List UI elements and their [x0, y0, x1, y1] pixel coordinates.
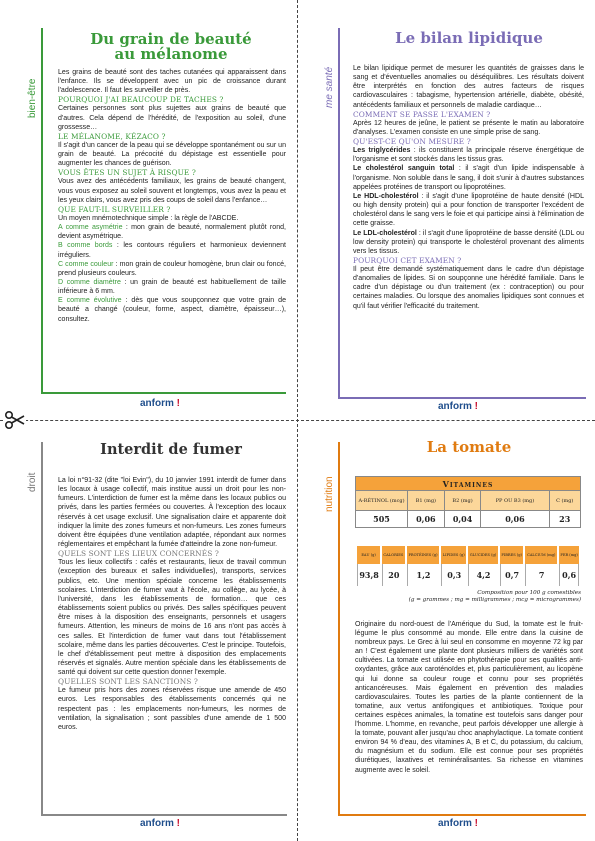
comp-head: EAU (g)	[357, 546, 380, 564]
section-tab: droit	[27, 472, 38, 492]
comp-val: 0,3	[441, 564, 466, 586]
accent-bar	[41, 442, 43, 814]
comp-head: FER (mg)	[559, 546, 579, 564]
heading: POURQUOI J'AI BEAUCOUP DE TACHES ?	[58, 95, 224, 105]
vit-val: 23	[549, 511, 581, 528]
card-bilan-lipidique	[298, 0, 595, 412]
paragraph: Après 12 heures de jeûne, le patient se présente le matin au laboratoire d'analyses. L'examen consiste en une simple prise de sang.	[353, 119, 584, 136]
abcde-item: B comme bords : les contours réguliers et harmonieux deviennent irréguliers.	[58, 242, 286, 259]
title-line-1: Du grain de beauté	[90, 30, 252, 48]
bottom-rule	[41, 814, 287, 816]
vitamin-table-title: Vitamines	[356, 477, 581, 491]
comp-head: CALCIUM (mg)	[525, 546, 557, 564]
paragraph: Il peut être demandé systématiquement dans le cadre d'un dépistage d'anomalies de lipides. Si on soupçonne une hérédité familiale. Dans le cadre d'un dépistage ou d'un traitement (ex : contraception) ou pour certaines maladies. Ou lorsque des anomalies lipidiques sont connues et qu'il faut vérifier l'efficacité du traitement.	[353, 265, 584, 310]
brand-logo: anform !	[437, 401, 478, 412]
accent-bar	[338, 28, 340, 398]
paragraph: Le fumeur pris hors des zones réservées risque une amende de 450 euros. Les responsables des établissements concernés qui ne respectent pas : les emplacements non-fumeurs, les normes de ventilation, la signalisation ; sont passibles d'une amende de 1 500 euros.	[58, 687, 286, 731]
vit-head: PP OU B3 (mg)	[481, 491, 549, 511]
card-body	[355, 620, 583, 775]
paragraph: Un moyen mnémotechnique simple : la règle de l'ABCDE.	[58, 214, 239, 222]
paragraph: Il s'agit d'un cancer de la peau qui se développe spontanément ou sur un grain de beauté. La précocité du dépistage est essentielle pour augmenter les chances de guérison.	[58, 141, 286, 168]
heading: QUELLES SONT LES SANCTIONS ?	[58, 677, 198, 687]
comp-val: 0,7	[500, 564, 523, 586]
comp-val: 1,2	[407, 564, 440, 586]
paragraph: Certaines personnes sont plus sujettes aux grains de beauté que d'autres. Cela dépend de l'hérédité, de l'exposition au soleil, d'une grossesse…	[58, 105, 286, 131]
bottom-rule	[338, 814, 586, 816]
heading: COMMENT SE PASSE L'EXAMEN ?	[353, 109, 491, 119]
paragraph: Originaire du nord-ouest de l'Amérique du Sud, la tomate est le fruit-légume le plus consommé au monde. Elle entre dans la cuisine de nombreux pays. Le Grec à lui seul en consomme en moyenne 72 kg par an ! C'est également une plante dont plusieurs milliers de variétés sont cultivées. La tomate est utilisée en phytothérapie pour ses qualités anti-oxydantes, grâce aux caroténoïdes et, plus particulièrement, au licopène qui lui donne sa couleur rouge et connu pour ses propriétés anticancéreuses. Mais également en prévention des maladies cardiovasculaires. Toutes les parties de la plante contiennent de la tomatine, aux vertus antifongiques et antibiotiques. Toxique pour certaines espèces animales, la tomatine est toutefois sans danger pour l'homme. L'homme, en revanche, peut parfois développer une allergie à la tomate, pouvant aller jusqu'au choc anaphylactique. La tomate contient environ 94 % d'eau, des vitamines A, B et C, du potassium, du calcium, du magnésium et du sodium. Elle est connue pour ses propriétés diurétiques, laxatives et reminéralisantes. Sa richesse en vitamines augmente avec le soleil.	[355, 621, 583, 774]
comp-head: LIPIDES (g)	[441, 546, 466, 564]
heading: QU'EST-CE QU'ON MESURE ?	[353, 137, 471, 147]
vit-val: 0,06	[408, 511, 445, 528]
heading: POURQUOI CET EXAMEN ?	[353, 255, 462, 265]
heading: LE MÉLANOME, KÉZACO ?	[58, 131, 166, 141]
intro: La loi n°91-32 (dite "loi Evin"), du 10 janvier 1991 interdit de fumer dans les locaux à usage collectif, mais institue aussi un droit pour les non-fumeurs. L'interdiction de fumer est la même dans les locaux publics ou privés, dans les parties fermées ou couvertes. À l'exception des locaux réservés à cet usage exclusif. Une signalisation claire et apparente doit indiquer la limite des zones fumeurs et non-fumeurs. Les zones fumeurs doivent être équipées d'une ventilation adaptée, répondant aux normes réglementaires et empêchant la fumée d'atteindre la zone non-fumeur.	[58, 477, 286, 549]
heading: VOUS ÊTES UN SUJET À RISQUE ?	[58, 168, 196, 178]
title-line-2: au mélanome	[114, 45, 228, 63]
lipid-item: Le HDL-cholestérol : il s'agit d'une lipoprotéine de haute densité (HDL ou high density protein) qui a pour fonction de transporter l'excédent de cholestérol dans le sang vers le foie et qui participe ainsi à l'élimination de cette graisse.	[353, 192, 584, 228]
brand-logo: anform !	[139, 818, 180, 829]
paragraph: Vous avez des antécédents familiaux, les grains de beauté changent, vous vous exposez au soleil souvent et longtemps, vous avez la peau et les yeux clairs, vous avez pris des coups de soleil dans l'enfance…	[58, 178, 286, 204]
accent-bar	[338, 442, 340, 814]
comp-val: 7	[525, 564, 557, 586]
comp-val: 20	[382, 564, 404, 586]
section-tab: bien-être	[27, 78, 38, 118]
lipid-item: Le LDL-cholestérol : il s'agit d'une lipoprotéine de basse densité (LDL ou low density protein) qui transporte le cholestérol provenant des aliments vers les tissus.	[353, 229, 585, 255]
comp-head: FIBRES (g)	[500, 546, 523, 564]
caption-line-2: (g = grammes ; mg = milligrammes ; mcg = microgrammes)	[408, 597, 581, 603]
card-title: Le bilan lipidique	[395, 29, 543, 47]
brand-logo: anform !	[139, 398, 180, 409]
table-caption	[355, 590, 581, 604]
bottom-rule	[338, 397, 586, 399]
card-grain-de-beaute	[0, 0, 297, 412]
abcde-item: D comme diamètre : un grain de beauté est habituellement de taille inférieure à 6 mm.	[58, 278, 286, 296]
card-body	[58, 68, 286, 324]
intro: Les grains de beauté sont des taches cutanées qui apparaissent dans l'enfance. Ils se développent avec un pic de croissance durant l'adolescence. Il faut les surveiller de près.	[58, 69, 286, 95]
vit-val: 0,06	[481, 511, 549, 528]
card-body	[58, 476, 286, 732]
heading: QUE FAUT-IL SURVEILLER ?	[58, 204, 171, 214]
lipid-item: Le cholestérol sanguin total : il s'agit d'un lipide indispensable à l'organisme. Non soluble dans le sang, il doit s'unir à d'autres substances appelées protéines de transport ou lipoprotéines.	[353, 165, 584, 191]
comp-val: 4,2	[468, 564, 498, 586]
paragraph: Tous les lieux collectifs : cafés et restaurants, lieux de travail commun (exception des bureaux et salles individuelles), transports, services publics, etc. Une mention spéciale concerne les établissements scolaires. L'interdiction de fumer vaut à l'école, au collège, au lycée, à l'université, dans les établissements de formation… que ces établissements soient publics ou privés. Des salles spécifiques peuvent être mises à la disposition des enseignants, personnels et usagers fumeurs. Attention, les mineurs de moins de 16 ans n'ont pas accès à ces salles. Et l'interdiction de fumer vaut dans tout l'établissement scolaire, même dans les parties découvertes. C'est le principe. Toutefois, le chef d'établissement peut mettre à disposition des emplacements réservés et signalés. Autre mention spéciale dans les établissements de santé qui doivent sur cette question donner l'exemple.	[58, 559, 286, 677]
composition-table	[355, 546, 581, 586]
comp-head: CALORIES	[382, 546, 404, 564]
comp-val: 0,6	[559, 564, 579, 586]
lipid-item: Les triglycérides : ils constituent la principale réserve énergétique de l'organisme et sont stockés dans les tissus gras.	[353, 147, 584, 164]
card-title: Interdit de fumer	[100, 441, 242, 458]
vit-val: 505	[356, 511, 408, 528]
abcde-item: C comme couleur : mon grain de couleur homogène, brun clair ou foncé, prend plusieurs couleurs.	[58, 260, 286, 277]
card-body	[353, 64, 584, 311]
vit-val: 0,04	[444, 511, 481, 528]
caption-line-1: Composition pour 100 g comestibles	[477, 590, 581, 596]
vit-head: A-RÉTINOL (mcg)	[356, 491, 408, 511]
intro: Le bilan lipidique permet de mesurer les quantités de graisses dans le sang et d'éventuelles anomalies ou déséquilibres. Les résultats doivent être interprétés en fonction des autres facteurs de risques cardiovasculaires : tabagisme, hypertension artérielle, diabète, obésité, antécédents familiaux et personnels de maladie cardiaque…	[353, 65, 584, 109]
card-la-tomate	[298, 428, 595, 841]
vit-head: B1 (mg)	[408, 491, 445, 511]
heading: QUELS SONT LES LIEUX CONCERNÉS ?	[58, 549, 219, 559]
card-interdit-de-fumer	[0, 428, 297, 841]
abcde-item: A comme asymétrie : mon grain de beauté, normalement plutôt rond, devient asymétrique.	[58, 224, 286, 241]
abcde-item: E comme évolutive : dès que vous soupçonnez que votre grain de beauté a changé (couleur, forme, aspect, diamètre, épaisseur…), consultez.	[58, 297, 286, 323]
bottom-rule	[41, 392, 286, 394]
accent-bar	[41, 28, 43, 393]
vitamin-table	[355, 476, 581, 528]
section-tab: me santé	[324, 66, 335, 108]
vit-head: C (mg)	[549, 491, 581, 511]
comp-head: PROTÉINES (g)	[407, 546, 440, 564]
card-title	[55, 32, 287, 62]
comp-val: 93,8	[357, 564, 380, 586]
vit-head: B2 (mg)	[444, 491, 481, 511]
comp-head: GLUCIDES (g)	[468, 546, 498, 564]
section-tab: nutrition	[324, 476, 335, 512]
brand-logo: anform !	[437, 818, 478, 829]
card-title: La tomate	[426, 438, 512, 456]
